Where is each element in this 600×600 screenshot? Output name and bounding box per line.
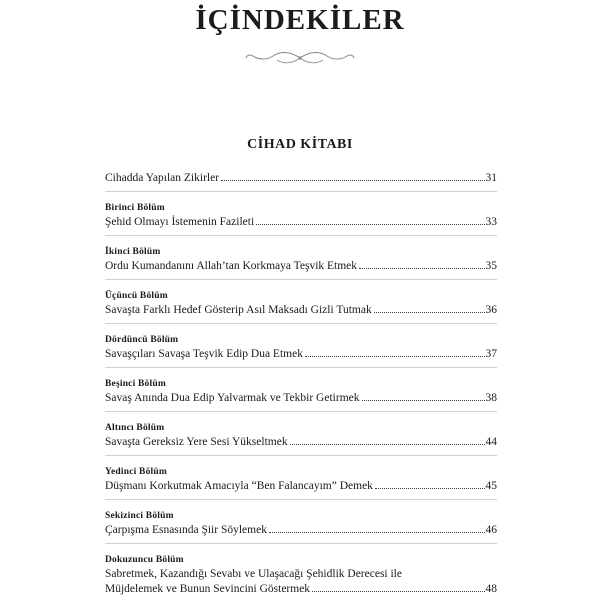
toc-entry-page: 33 [485,216,497,228]
toc-chapter[interactable] [105,422,497,450]
toc-chapter[interactable] [105,554,497,597]
toc-entry-page: 46 [485,524,497,536]
chapter-label: İkinci Bölüm [105,247,161,257]
dot-leader [256,223,484,225]
section-title: CİHAD KİTABI [247,137,353,152]
chapter-label: Yedinci Bölüm [105,467,167,477]
separator [105,411,497,412]
toc-entry-text: Şehid Olmayı İstemenin Fazileti [105,216,255,228]
toc-entry-text: Savaşta Gereksiz Yere Sesi Yükseltmek [105,436,288,448]
dot-leader [290,443,485,445]
toc-entry-text: Cihadda Yapılan Zikirler [105,172,220,184]
toc-entry[interactable] [105,303,497,318]
toc-entry-page: 31 [485,172,497,184]
chapter-label: Beşinci Bölüm [105,379,166,389]
separator [105,499,497,500]
toc-entry[interactable] [105,582,497,597]
toc-entry[interactable] [105,347,497,362]
chapter-label: Dokuzuncu Bölüm [105,555,184,565]
toc-entry-text: Ordu Kumandanını Allah’tan Korkmaya Teşvik Etmek [105,260,358,272]
toc-chapter[interactable] [105,334,497,362]
chapter-label: Dördüncü Bölüm [105,335,179,345]
toc-entry-page: 44 [485,436,497,448]
toc-entry-page: 38 [485,392,497,404]
toc-entry[interactable] [105,523,497,538]
chapter-label: Sekizinci Bölüm [105,511,174,521]
dot-leader [359,267,484,269]
toc-entry-text: Savaş Anında Dua Edip Yalvarmak ve Tekbir Getirmek [105,392,360,404]
toc-entry-text: Sabretmek, Kazandığı Sevabı ve Ulaşacağı Şehidlik Derecesi ile [105,568,402,580]
dot-leader [305,355,485,357]
toc-entry[interactable] [105,479,497,494]
separator [105,191,497,192]
toc-entry-page: 35 [485,260,497,272]
toc-chapter[interactable] [105,290,497,318]
dot-leader [374,311,485,313]
chapter-label: Üçüncü Bölüm [105,291,168,301]
toc-entry-intro[interactable] [105,171,497,186]
ornament-divider [245,49,355,67]
table-of-contents [105,171,497,597]
dot-leader [269,531,485,533]
separator [105,543,497,544]
separator [105,455,497,456]
toc-entry[interactable] [105,391,497,406]
toc-entry-page: 48 [485,583,497,595]
dot-leader [375,487,485,489]
toc-entry-text: Çarpışma Esnasında Şiir Söylemek [105,524,267,536]
toc-chapter[interactable] [105,510,497,538]
toc-entry-page: 45 [485,480,497,492]
toc-entry[interactable] [105,435,497,450]
toc-entry-text: Müjdelemek ve Bunun Sevincini Göstermek [105,583,311,595]
chapter-label: Birinci Bölüm [105,203,165,213]
separator [105,367,497,368]
separator [105,235,497,236]
toc-entry-page: 37 [485,348,497,360]
toc-chapter[interactable] [105,378,497,406]
dot-leader [362,399,485,401]
page-title: İÇİNDEKİLER [195,4,405,36]
toc-chapter[interactable] [105,246,497,274]
toc-chapter[interactable] [105,466,497,494]
toc-chapter[interactable] [105,202,497,230]
toc-entry-page: 36 [485,304,497,316]
toc-entry-text: Düşmanı Korkutmak Amacıyla “Ben Falancayım” Demek [105,480,373,492]
toc-entry-text: Savaşçıları Savaşa Teşvik Edip Dua Etmek [105,348,303,360]
dot-leader [221,179,484,181]
dot-leader [312,590,484,592]
toc-entry[interactable] [105,215,497,230]
separator [105,323,497,324]
toc-entry-text: Savaşta Farklı Hedef Gösterip Asıl Maksadı Gizli Tutmak [105,304,372,316]
chapter-label: Altıncı Bölüm [105,423,165,433]
separator [105,279,497,280]
toc-entry[interactable] [105,259,497,274]
